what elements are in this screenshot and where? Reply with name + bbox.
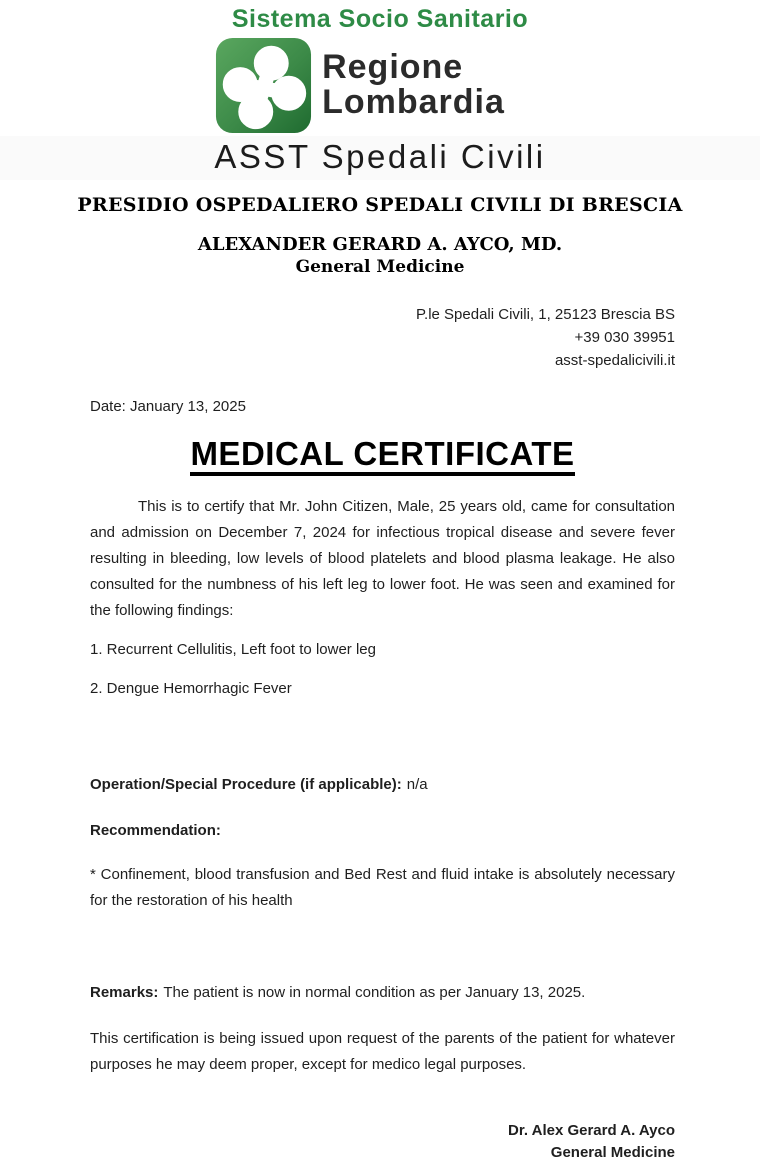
title-wrap xyxy=(90,437,675,477)
closing-paragraph: This certification is being issued upon request of the parents of the patient for whatever purposes he may deem proper, except for medico legal purposes. xyxy=(90,1026,675,1078)
remarks-line xyxy=(90,980,675,1006)
contact-phone: +39 030 39951 xyxy=(0,326,675,349)
finding-item-2: 2. Dengue Hemorrhagic Fever xyxy=(90,676,675,702)
contact-block xyxy=(0,303,760,372)
contact-website: asst-spedalicivili.it xyxy=(0,349,675,372)
operation-line xyxy=(90,772,675,798)
recommendation-label: Recommendation: xyxy=(90,818,675,844)
signature-block xyxy=(90,1120,675,1164)
region-name xyxy=(322,50,505,121)
intro-paragraph: This is to certify that Mr. John Citizen, Male, 25 years old, came for consultation and admission on December 7, 2024 for infectious tropical disease and severe fever resulting in bleeding, low levels of blood platelets and blood plasma leakage. He also consulted for the numbness of his left leg to lower foot. He was seen and examined for the following findings: xyxy=(90,494,675,624)
document-title: MEDICAL CERTIFICATE xyxy=(190,437,574,477)
region-name-line2: Lombardia xyxy=(322,85,505,120)
date-line: Date: January 13, 2025 xyxy=(90,398,675,415)
sistema-socio-sanitario-text: Sistema Socio Sanitario xyxy=(0,6,760,34)
certificate-body xyxy=(0,398,760,1164)
operation-label: Operation/Special Procedure (if applicable): xyxy=(90,776,402,793)
region-name-line1: Regione xyxy=(322,50,505,85)
signature-name: Dr. Alex Gerard A. Ayco xyxy=(90,1120,675,1142)
asst-title: ASST Spedali Civili xyxy=(214,138,545,175)
remarks-label: Remarks: xyxy=(90,984,158,1001)
doctor-department-header: General Medicine xyxy=(0,257,760,277)
operation-value: n/a xyxy=(407,776,428,793)
presidio-line: PRESIDIO OSPEDALIERO SPEDALI CIVILI DI BRESCIA xyxy=(0,194,760,216)
regione-lombardia-logo xyxy=(0,37,760,134)
finding-item-1: 1. Recurrent Cellulitis, Left foot to lower leg xyxy=(90,637,675,663)
remarks-text: The patient is now in normal condition as per January 13, 2025. xyxy=(163,984,585,1001)
recommendation-text: * Confinement, blood transfusion and Bed Rest and fluid intake is absolutely necessary for the restoration of his health xyxy=(90,862,675,914)
doctor-name-header: ALEXANDER GERARD A. AYCO, MD. xyxy=(0,234,760,255)
contact-address: P.le Spedali Civili, 1, 25123 Brescia BS xyxy=(0,303,675,326)
rosa-camuna-icon xyxy=(215,37,312,134)
signature-department: General Medicine xyxy=(90,1142,675,1164)
asst-band xyxy=(0,136,760,180)
letterhead xyxy=(0,0,760,277)
